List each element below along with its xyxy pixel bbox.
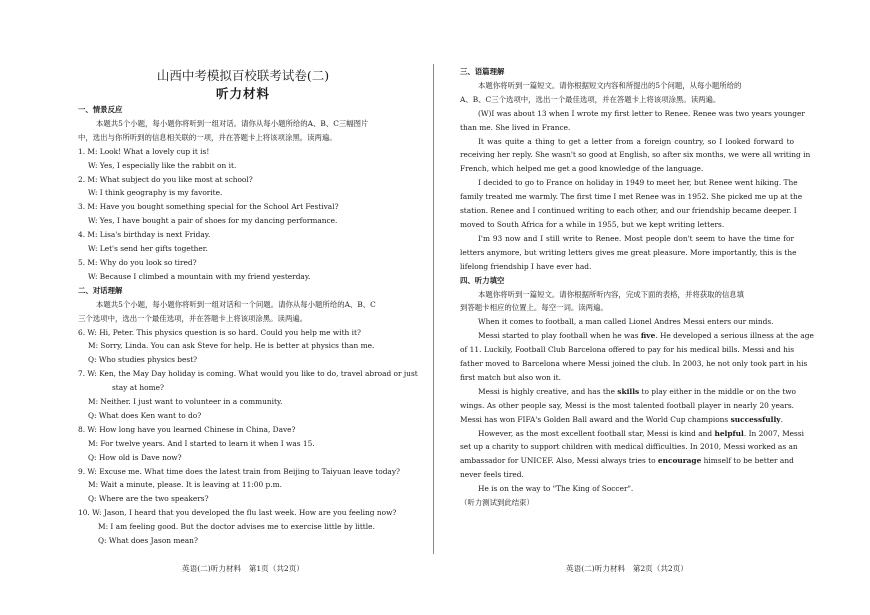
section-heading: 三、语篇理解 xyxy=(460,67,505,76)
answer-word: successfully xyxy=(730,414,781,424)
left-body xyxy=(78,103,418,548)
dialogue-line: W: Because I climbed a mountain with my friend yesterday. xyxy=(88,271,311,281)
section-heading: 二、对话理解 xyxy=(78,285,123,295)
dialogue-line: M: Wait a minute, please. It is leaving at 11:00 p.m. xyxy=(88,480,282,490)
answer-word: encourage xyxy=(657,456,702,466)
section-intro: 本题共5个小题，每小题你将听到一组对话。请你从每小题所给的A、B、C三幅图片 xyxy=(96,118,369,128)
dialogue-line: 7. W: Ken, the May Day holiday is coming. What would you like to do, travel abroad or just xyxy=(78,369,418,379)
passage-line: set up a charity to support children with medical difficulties. In 2010, Messi worked as an xyxy=(460,442,798,452)
passage-line: French, which helped me get a good knowledge of the language. xyxy=(460,164,704,174)
dialogue-line: 3. M: Have you bought something special for the School Art Festival? xyxy=(78,202,339,212)
dialogue-line: Q: What does Jason mean? xyxy=(98,536,198,546)
dialogue-line: M: For twelve years. And I started to learn it when I was 15. xyxy=(88,438,315,448)
dialogue-line: M: Sorry, Linda. You can ask Steve for help. He is better at physics than me. xyxy=(88,341,375,351)
dialogue-line: W: Yes, I especially like the rabbit on it. xyxy=(88,160,237,170)
passage-line: letters anymore, but writing letters gives me great pleasure. More importantly, this is the xyxy=(460,247,797,257)
passage-line: moved to South Africa for a while in 1955, but we kept writing letters. xyxy=(460,219,725,229)
passage-line xyxy=(460,413,794,427)
passage-line: family treated me warmly. The first time I met Renee was in 1952. She picked me up at the xyxy=(460,192,803,202)
passage-text: himself to be better and xyxy=(701,456,794,466)
passage-text: Messi is highly creative, and has the xyxy=(478,386,618,396)
left-page xyxy=(78,0,418,615)
section-intro: 本题你将听到一篇短文。请你根据短文内容和所提出的5个问题，从每小题所给的 xyxy=(478,80,742,90)
passage-line xyxy=(460,329,814,343)
page-footer: 英语(二)听力材料 第2页（共2页） xyxy=(566,564,688,573)
passage-line: It was quite a thing to get a letter from a foreign country, so I looked forward to xyxy=(478,136,794,146)
passage-text: Messi has won FIFA's Golden Ball award and the World Cup champions xyxy=(460,414,731,424)
section-intro: 本题共5个小题，每小题你将听到一组对话和一个问题。请你从每小题所给的A、B、C xyxy=(96,299,376,309)
passage-line: lifelong friendship I have ever had. xyxy=(460,261,592,271)
passage-line: wings. As other people say, Messi is the most talented football player in nearly 20 years. xyxy=(460,400,794,410)
passage-line xyxy=(460,427,804,441)
dialogue-line: Q: Who studies physics best? xyxy=(88,355,198,365)
section-intro: 到答题卡相应的位置上。每空一词。读两遍。 xyxy=(460,303,608,313)
section-intro: 中，选出与你所听到的信息相关联的一项，并在答题卡上将该项涂黑。读两遍。 xyxy=(78,132,337,142)
answer-word: skills xyxy=(617,386,640,396)
section-heading: 四、听力填空 xyxy=(460,275,505,285)
dialogue-line: W: Yes, I have bought a pair of shoes for my dancing performance. xyxy=(88,216,338,226)
dialogue-line: 1. M: Look! What a lovely cup it is! xyxy=(78,146,210,156)
answer-word: helpful xyxy=(714,428,744,438)
passage-line: He is on the way to "The King of Soccer". xyxy=(478,484,634,494)
section-intro: A、B、C三个选项中，选出一个最佳选项，并在答题卡上将该项涂黑。读两遍。 xyxy=(460,94,721,104)
dialogue-line: 8. W: How long have you learned Chinese in China, Dave? xyxy=(78,424,296,434)
dialogue-line: 6. W: Hi, Peter. This physics question is so hard. Could you help me with it? xyxy=(78,327,361,337)
section-intro: 三个选项中，选出一个最佳选项，并在答题卡上将该项涂黑。读两遍。 xyxy=(78,313,308,323)
passage-line: station. Renee and I continued writing to each other, and our friendship became deeper. I xyxy=(460,206,797,216)
right-body xyxy=(460,65,814,510)
passage-line: first match but also won it. xyxy=(460,372,561,382)
passage-text: . xyxy=(780,414,783,424)
column-divider xyxy=(433,64,434,554)
passage-line: never feels tired. xyxy=(460,470,524,480)
passage-line: receiving her reply. She wasn't so good at English, so after six months, we were all writing in xyxy=(460,150,811,160)
passage-text: Messi started to play football when he was xyxy=(478,331,641,341)
passage-line: When it comes to football, a man called Lionel Andres Messi enters our minds. xyxy=(478,317,774,327)
passage-line: (W)I was about 13 when I wrote my first letter to Renee. Renee was two years younger xyxy=(478,108,805,118)
dialogue-line: W: Let's send her gifts together. xyxy=(88,244,208,254)
passage-line: I decided to go to France on holiday in 1949 to meet her, but Renee went hiking. The xyxy=(478,178,798,188)
page-subtitle: 听力材料 xyxy=(215,86,270,101)
dialogue-line: Q: What does Ken want to do? xyxy=(88,410,202,420)
dialogue-line: stay at home? xyxy=(112,383,164,393)
section-intro: 本题你将听到一篇短文。请你根据所听内容，完成下面的表格，并将获取的信息填 xyxy=(478,289,745,299)
passage-line: father moved to Barcelona where Messi joined the club. In 2003, he not only took part in his xyxy=(460,359,808,369)
answer-word: five xyxy=(640,331,656,341)
passage-line xyxy=(460,385,794,399)
passage-line: I'm 93 now and I still write to Renee. Most people don't seem to have the time for xyxy=(478,233,794,243)
dialogue-line: Q: Where are the two speakers? xyxy=(88,494,209,504)
passage-text: However, as the most excellent football star, Messi is kind and xyxy=(478,428,715,438)
dialogue-line: Q: How old is Dave now? xyxy=(88,452,182,462)
dialogue-line: W: I think geography is my favorite. xyxy=(88,188,223,198)
end-note: （听力测试到此结束） xyxy=(460,498,534,508)
dialogue-line: 2. M: What subject do you like most at school? xyxy=(78,174,253,184)
dialogue-line: 5. M: Why do you look so tired? xyxy=(78,257,197,267)
dialogue-line: 10. W: Jason, I heard that you developed the flu last week. How are you feeling now? xyxy=(78,508,397,518)
passage-text: . He developed a serious illness at the age xyxy=(655,331,814,341)
passage-line: of 11. Luckily, Football Club Barcelona offered to pay for his medical bills. Messi and his xyxy=(460,345,794,355)
page-title: 山西中考模拟百校联考试卷(二) xyxy=(156,68,330,83)
dialogue-line: M: I am feeling good. But the doctor advises me to exercise little by little. xyxy=(98,522,375,532)
dialogue-line: M: Neither. I just want to volunteer in a community. xyxy=(88,397,283,407)
section-heading: 一、情景反应 xyxy=(78,105,123,114)
passage-line xyxy=(460,454,794,468)
dialogue-line: 9. W: Excuse me. What time does the latest train from Beijing to Taiyuan leave today? xyxy=(78,466,400,476)
passage-line: than me. She lived in France. xyxy=(460,122,571,132)
passage-text: ambassador for UNICEF. Also, Messi always tries to xyxy=(460,456,658,466)
passage-text: . In 2007, Messi xyxy=(743,428,804,438)
dialogue-line: 4. M: Lisa's birthday is next Friday. xyxy=(78,230,211,240)
page-footer: 英语(二)听力材料 第1页（共2页） xyxy=(182,564,304,573)
passage-text: to play either in the middle or on the two xyxy=(639,386,796,396)
right-page xyxy=(460,0,814,615)
